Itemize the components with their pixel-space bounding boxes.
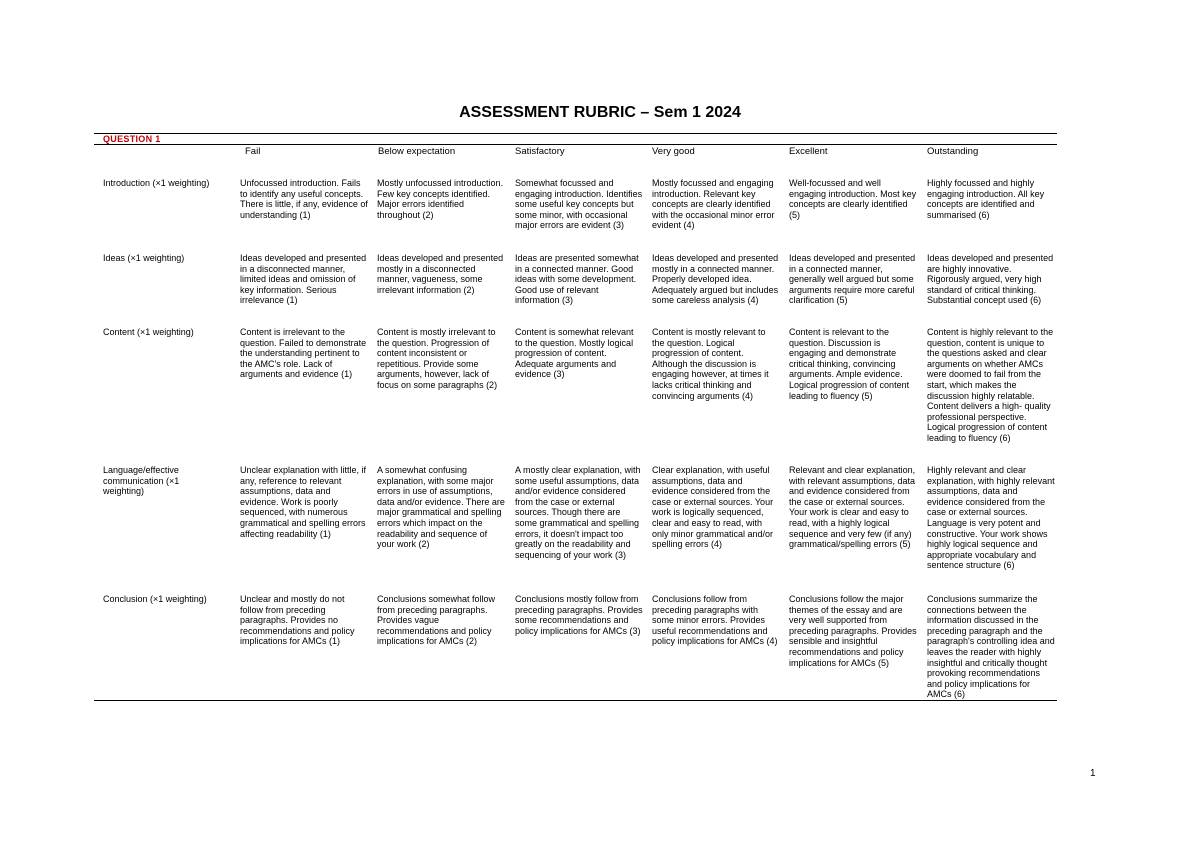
table-cell: Relevant and clear explanation, with relevant assumptions, data and evidence considered from the case or external sources. Your work is clear and easy to read, with a highly logical sequence and very few (if any) grammatical/spelling errors (5) <box>789 465 916 550</box>
table-cell: Content is irrelevant to the question. Failed to demonstrate the understanding pertinent to the AMC's role. Lack of arguments and evidence (1) <box>240 327 367 380</box>
header-rule <box>94 144 1057 145</box>
table-cell: Conclusions follow from preceding paragraphs with some minor errors. Provides useful recommendations and policy implications for AMCs (4) <box>652 594 778 647</box>
top-rule <box>94 133 1057 134</box>
column-header-very-good: Very good <box>652 146 695 157</box>
criterion-introduction: Introduction (×1 weighting) <box>103 178 210 188</box>
table-cell: Conclusions mostly follow from preceding paragraphs. Provides some recommendations and policy implications for AMCs (3) <box>515 594 643 636</box>
question-label: QUESTION 1 <box>103 134 161 144</box>
table-cell: Content is highly relevant to the question, content is unique to the questions asked and clear arguments on whether AMCs were doomed to fail from the start, which makes the discussion highly relatable. Content delivers a high- quality professional perspective. Logical progression of content leading to fluency (6) <box>927 327 1054 443</box>
table-cell: Ideas developed and presented are highly innovative. Rigorously argued, very high standard of critical thinking. Substantial concept used (6) <box>927 253 1054 306</box>
table-cell: Conclusions summarize the connections between the information discussed in the preceding paragraph and the paragraph's controlling idea and leaves the reader with highly insightful and critically thought provoking recommendations and policy implications for AMCs (6) <box>927 594 1055 700</box>
table-cell: Content is relevant to the question. Discussion is engaging and demonstrate critical thinking, convincing arguments. Ample evidence. Logical progression of content leading to fluency (5) <box>789 327 910 401</box>
column-header-satisfactory: Satisfactory <box>515 146 565 157</box>
page-title: ASSESSMENT RUBRIC – Sem 1 2024 <box>459 104 741 121</box>
column-header-fail: Fail <box>245 146 261 157</box>
page-number: 1 <box>1090 768 1096 779</box>
table-cell: Unclear and mostly do not follow from preceding paragraphs. Provides no recommendations and policy implications for AMCs (1) <box>240 594 355 647</box>
table-cell: Conclusions somewhat follow from preceding paragraphs. Provides vague recommendations and policy implications for AMCs (2) <box>377 594 496 647</box>
bottom-rule <box>94 700 1057 701</box>
table-cell: Ideas developed and presented mostly in a disconnected manner, vagueness, some irrelevant information (2) <box>377 253 504 295</box>
column-header-outstanding: Outstanding <box>927 146 979 157</box>
table-cell: Ideas are presented somewhat in a connected manner. Good ideas with some development. Good use of relevant information (3) <box>515 253 639 306</box>
criterion-content: Content (×1 weighting) <box>103 327 194 337</box>
table-cell: Mostly unfocussed introduction. Few key concepts identified. Major errors identified throughout (2) <box>377 178 504 220</box>
table-cell: Unfocussed introduction. Fails to identify any useful concepts. There is little, if any, evidence of understanding (1) <box>240 178 368 220</box>
table-cell: Ideas developed and presented mostly in a connected manner. Properly developed idea. Adequately argued but includes some careless analysis (4) <box>652 253 779 306</box>
table-cell: Conclusions follow the major themes of the essay and are very well supported from preceding paragraphs. Provides sensible and insightful recommendations and policy implications for AMCs (5) <box>789 594 917 668</box>
table-cell: Well-focussed and well engaging introduction. Most key concepts are clearly identified (5) <box>789 178 917 220</box>
table-cell: Content is somewhat relevant to the question. Mostly logical progression of content. Adequate arguments and evidence (3) <box>515 327 634 380</box>
table-cell: Ideas developed and presented in a connected manner, generally well argued but some arguments require more careful clarification (5) <box>789 253 916 306</box>
table-cell: Content is mostly irrelevant to the question. Progression of content inconsistent or repetitious. Provide some arguments, however, lack of focus on some paragraphs (2) <box>377 327 498 390</box>
table-cell: Clear explanation, with useful assumptions, data and evidence considered from the case or external sources. Your work is logically sequenced, clear and easy to read, with only minor grammatical and/or spelling errors (4) <box>652 465 774 550</box>
criterion-ideas: Ideas (×1 weighting) <box>103 253 185 263</box>
table-cell: Highly relevant and clear explanation, with highly relevant assumptions, data and evidence considered from the case or external sources. Language is very potent and constructive. Your work shows highly logical sequence and appropriate vocabulary and sentence structure (6) <box>927 465 1055 571</box>
table-cell: Highly focussed and highly engaging introduction. All key concepts are identified and summarised (6) <box>927 178 1045 220</box>
column-header-excellent: Excellent <box>789 146 828 157</box>
criterion-conclusion: Conclusion (×1 weighting) <box>103 594 207 604</box>
column-header-below-expectation: Below expectation <box>378 146 456 157</box>
table-cell: Ideas developed and presented in a disconnected manner, limited ideas and omission of key information. Serious irrelevance (1) <box>240 253 367 306</box>
table-cell: A somewhat confusing explanation, with some major errors in use of assumptions, data and/or evidence. There are major grammatical and spelling errors which impact on the readability and sequence of your work (2) <box>377 465 505 550</box>
table-cell: Somewhat focussed and engaging introduction. Identifies some useful key concepts but some minor, with occasional major errors are evident (3) <box>515 178 643 231</box>
table-cell: A mostly clear explanation, with some useful assumptions, data and/or evidence considered from the case or external sources. Though there are some grammatical and spelling errors, it doesn't impact too greatly on the readability and sequencing of your work (3) <box>515 465 641 560</box>
table-cell: Unclear explanation with little, if any, reference to relevant assumptions, data and evidence. Work is poorly sequenced, with numerous grammatical and spelling errors affecting readability (1) <box>240 465 367 539</box>
table-cell: Content is mostly relevant to the question. Logical progression of content. Although the discussion is engaging however, at times it lacks critical thinking and convincing arguments (4) <box>652 327 769 401</box>
table-cell: Mostly focussed and engaging introduction. Relevant key concepts are clearly identified with the occasional minor error evident (4) <box>652 178 775 231</box>
criterion-language: Language/effective communication (×1 weighting) <box>103 465 180 497</box>
